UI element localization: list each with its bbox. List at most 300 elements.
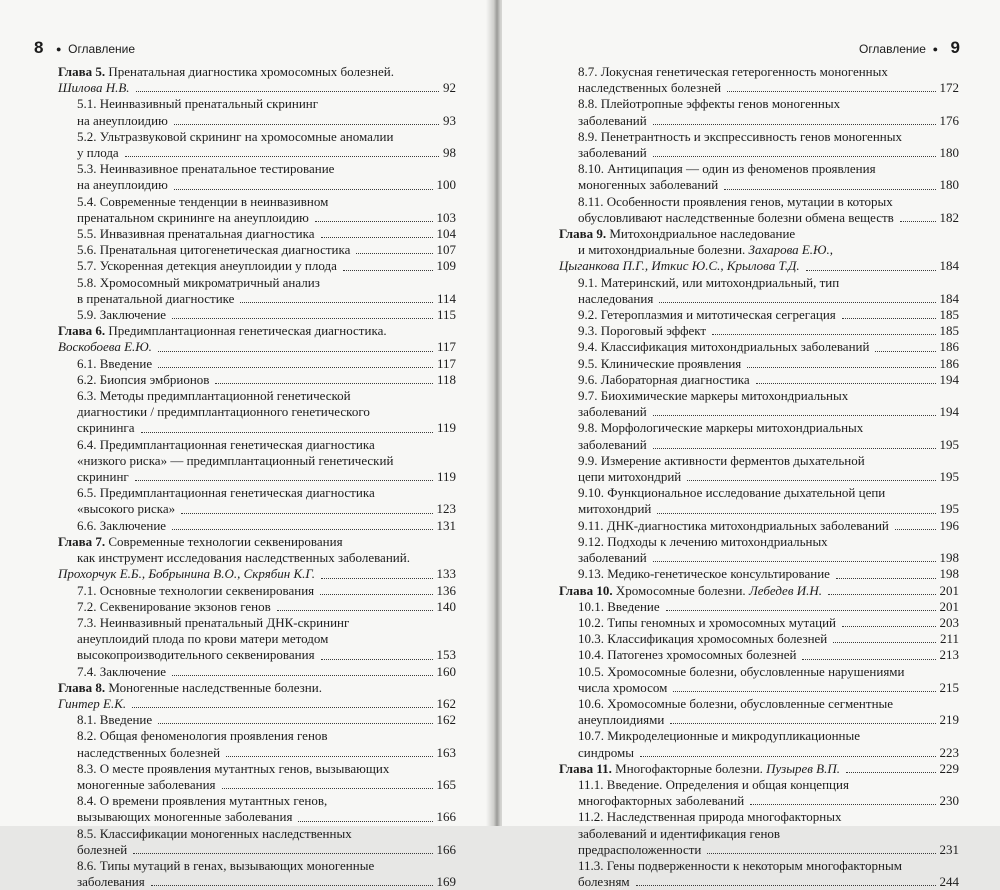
toc-page-number: 163 bbox=[436, 744, 456, 760]
toc-section-entry bbox=[559, 420, 959, 452]
dot-leader bbox=[712, 334, 935, 335]
toc-leader-line bbox=[578, 793, 959, 809]
dot-leader bbox=[226, 756, 432, 757]
toc-page-number: 230 bbox=[939, 793, 959, 809]
toc-section-entry bbox=[559, 96, 959, 128]
toc-leader-line bbox=[77, 307, 456, 323]
toc-line: Глава 11. Многофакторные болезни. Пузырев В.П. bbox=[559, 760, 841, 776]
toc-page-number: 176 bbox=[939, 112, 959, 128]
toc-leader-line bbox=[578, 291, 959, 307]
toc-line: 10.3. Классификация хромосомных болезней bbox=[578, 631, 828, 647]
toc-leader-line bbox=[578, 177, 959, 193]
toc-line: 6.6. Заключение bbox=[77, 517, 167, 533]
toc-section-entry bbox=[559, 858, 959, 890]
toc-leader-line bbox=[77, 372, 456, 388]
toc-page-number: 185 bbox=[939, 307, 959, 323]
dot-leader bbox=[151, 885, 433, 886]
dot-leader bbox=[640, 756, 935, 757]
toc-section-entry bbox=[58, 761, 456, 793]
toc-page-number: 117 bbox=[436, 339, 456, 355]
toc-line: заболевания bbox=[77, 874, 145, 890]
right-page-header bbox=[522, 38, 960, 60]
toc-section-entry bbox=[58, 307, 456, 323]
toc-page-number: 103 bbox=[436, 209, 456, 225]
dot-leader bbox=[727, 91, 935, 92]
toc-page-number: 244 bbox=[939, 874, 959, 890]
toc-page-number: 198 bbox=[939, 566, 959, 582]
left-page bbox=[0, 0, 494, 890]
toc-page-number: 140 bbox=[436, 598, 456, 614]
toc-line: Глава 10. Хромосомные болезни. Лебедев И.Н. bbox=[559, 582, 822, 598]
toc-leader-line bbox=[77, 291, 456, 307]
toc-page-number: 231 bbox=[939, 841, 959, 857]
toc-leader-line bbox=[58, 696, 456, 712]
dot-leader bbox=[666, 610, 936, 611]
toc-chapter-entry bbox=[559, 761, 959, 777]
running-head: ● Оглавление bbox=[56, 42, 136, 56]
toc-page-number: 219 bbox=[939, 712, 959, 728]
toc-page-number: 182 bbox=[939, 209, 959, 225]
toc-line: 5.6. Пренатальная цитогенетическая диагностика bbox=[77, 242, 351, 258]
dot-leader bbox=[653, 156, 936, 157]
toc-section-entry bbox=[58, 712, 456, 728]
toc-line: на анеуплоидию bbox=[77, 112, 168, 128]
toc-section-entry bbox=[559, 534, 959, 566]
dot-leader bbox=[895, 529, 936, 530]
toc-line: «высокого риска» bbox=[77, 501, 176, 517]
toc-leader-line bbox=[578, 469, 959, 485]
toc-line: 10.7. Микроделеционные и микродупликационные bbox=[578, 728, 861, 744]
toc-line: заболеваний bbox=[578, 436, 647, 452]
toc-page-number: 198 bbox=[939, 550, 959, 566]
dot-leader bbox=[181, 513, 432, 514]
toc-leader-line bbox=[578, 745, 959, 761]
toc-line: 5.8. Хромосомный микроматричный анализ bbox=[77, 274, 320, 290]
toc-chapter-entry bbox=[58, 323, 456, 355]
toc-line: как инструмент исследования наследственных заболеваний. bbox=[77, 550, 410, 566]
toc-page-number: 184 bbox=[939, 258, 959, 274]
toc-line: 5.4. Современные тенденции в неинвазивном bbox=[77, 193, 329, 209]
toc-page-number: 92 bbox=[443, 80, 456, 96]
toc-line: 9.10. Функциональное исследование дыхательной цепи bbox=[578, 485, 886, 501]
toc-line: Цыганкова П.Г., Иткис Ю.С., Крылова Т.Д. bbox=[559, 258, 800, 274]
toc-line: в пренатальной диагностике bbox=[77, 290, 235, 306]
toc-leader-line bbox=[559, 761, 959, 777]
toc-leader-line bbox=[578, 599, 959, 615]
toc-section-entry bbox=[58, 437, 456, 486]
toc-page-number: 166 bbox=[436, 841, 456, 857]
toc-section-entry bbox=[559, 388, 959, 420]
toc-section-entry bbox=[58, 858, 456, 890]
toc-line: анеуплоидиями bbox=[578, 712, 665, 728]
dot-leader bbox=[222, 788, 433, 789]
toc-line: анеуплоидий плода по крови матери методом bbox=[77, 631, 329, 647]
toc-page-number: 172 bbox=[939, 80, 959, 96]
toc-leader-line bbox=[77, 518, 456, 534]
toc-page-number: 169 bbox=[436, 874, 456, 890]
toc-leader-line bbox=[578, 307, 959, 323]
toc-line: заболеваний bbox=[578, 550, 647, 566]
toc-page-number: 162 bbox=[436, 695, 456, 711]
toc-line: 9.8. Морфологические маркеры митохондриальных bbox=[578, 420, 864, 436]
toc-leader-line bbox=[578, 145, 959, 161]
toc-section-entry bbox=[58, 664, 456, 680]
toc-line: 9.7. Биохимические маркеры митохондриальных bbox=[578, 388, 849, 404]
dot-leader bbox=[172, 675, 432, 676]
toc-line: 9.5. Клинические проявления bbox=[578, 355, 742, 371]
toc-page-number: 194 bbox=[939, 371, 959, 387]
toc-page-number: 104 bbox=[436, 226, 456, 242]
toc-chapter-entry bbox=[559, 226, 959, 275]
toc-line: 8.6. Типы мутаций в генах, вызывающих моногенные bbox=[77, 857, 375, 873]
toc-leader-line bbox=[578, 631, 959, 647]
toc-line: 9.13. Медико-генетическое консультирование bbox=[578, 566, 830, 582]
toc-page-number: 229 bbox=[939, 760, 959, 776]
toc-section-entry bbox=[559, 566, 959, 582]
toc-section-entry bbox=[58, 129, 456, 161]
toc-line: болезням bbox=[578, 874, 630, 890]
toc-chapter-entry bbox=[58, 64, 456, 96]
dot-leader bbox=[356, 253, 432, 254]
toc-line: 6.2. Биопсия эмбрионов bbox=[77, 371, 210, 387]
toc-line: 9.9. Измерение активности ферментов дыхательной bbox=[578, 452, 865, 468]
toc-line: 8.5. Классификации моногенных наследственных bbox=[77, 825, 352, 841]
toc-page-number: 114 bbox=[436, 290, 456, 306]
dot-leader bbox=[846, 772, 935, 773]
dot-leader bbox=[174, 124, 439, 125]
toc-page-number: 195 bbox=[939, 436, 959, 452]
toc-page-number: 98 bbox=[443, 145, 456, 161]
page-number: 9 bbox=[950, 38, 960, 57]
toc-page-number: 195 bbox=[939, 501, 959, 517]
toc-line: заболеваний bbox=[578, 145, 647, 161]
dot-leader bbox=[802, 659, 935, 660]
table-of-contents bbox=[559, 64, 959, 890]
toc-line: 6.1. Введение bbox=[77, 355, 153, 371]
toc-line: 6.3. Методы предимплантационной генетической bbox=[77, 388, 351, 404]
toc-leader-line bbox=[77, 583, 456, 599]
dot-leader bbox=[806, 270, 936, 271]
toc-section-entry bbox=[58, 826, 456, 858]
toc-leader-line bbox=[77, 258, 456, 274]
toc-leader-line bbox=[77, 599, 456, 615]
dot-leader bbox=[240, 302, 433, 303]
toc-line: 5.5. Инвазивная пренатальная диагностика bbox=[77, 226, 315, 242]
toc-page-number: 203 bbox=[939, 614, 959, 630]
toc-leader-line bbox=[58, 80, 456, 96]
toc-leader-line bbox=[578, 615, 959, 631]
toc-line: 10.5. Хромосомные болезни, обусловленные нарушениями bbox=[578, 663, 905, 679]
toc-section-entry bbox=[58, 258, 456, 274]
toc-line: митохондрий bbox=[578, 501, 652, 517]
dot-leader bbox=[653, 124, 936, 125]
toc-leader-line bbox=[77, 177, 456, 193]
toc-line: моногенных заболеваний bbox=[578, 177, 719, 193]
toc-line: многофакторных заболеваний bbox=[578, 793, 745, 809]
toc-section-entry bbox=[58, 518, 456, 534]
dot-leader bbox=[636, 885, 936, 886]
toc-line: 5.9. Заключение bbox=[77, 307, 167, 323]
toc-line: 9.1. Материнский, или митохондриальный, тип bbox=[578, 274, 840, 290]
dot-leader bbox=[724, 189, 935, 190]
toc-line: 8.11. Особенности проявления генов, мутации в которых bbox=[578, 193, 893, 209]
toc-leader-line bbox=[77, 420, 456, 436]
toc-section-entry bbox=[58, 275, 456, 307]
toc-section-entry bbox=[559, 64, 959, 96]
toc-section-entry bbox=[559, 129, 959, 161]
toc-section-entry bbox=[559, 664, 959, 696]
toc-section-entry bbox=[559, 307, 959, 323]
toc-line: диагностики / предимплантационного генетического bbox=[77, 404, 370, 420]
toc-page-number: 109 bbox=[436, 258, 456, 274]
toc-leader-line bbox=[77, 356, 456, 372]
toc-page-number: 131 bbox=[436, 517, 456, 533]
toc-line: Гинтер Е.К. bbox=[58, 695, 127, 711]
toc-page-number: 186 bbox=[939, 355, 959, 371]
toc-line: цепи митохондрий bbox=[578, 469, 682, 485]
toc-leader-line bbox=[578, 404, 959, 420]
toc-line: Глава 8. Моногенные наследственные болезни. bbox=[58, 679, 322, 695]
toc-line: 8.9. Пенетрантность и экспрессивность генов моногенных bbox=[578, 128, 902, 144]
dot-leader bbox=[172, 529, 432, 530]
toc-leader-line bbox=[578, 874, 959, 890]
toc-page-number: 119 bbox=[436, 420, 456, 436]
toc-page-number: 194 bbox=[939, 404, 959, 420]
toc-leader-line bbox=[77, 113, 456, 129]
toc-section-entry bbox=[58, 599, 456, 615]
toc-leader-line bbox=[77, 145, 456, 161]
toc-page-number: 162 bbox=[436, 712, 456, 728]
dot-leader bbox=[136, 91, 439, 92]
toc-page-number: 123 bbox=[436, 501, 456, 517]
dot-leader bbox=[174, 189, 433, 190]
toc-line: 10.1. Введение bbox=[578, 598, 660, 614]
running-head-text: Оглавление bbox=[858, 42, 926, 56]
toc-section-entry bbox=[559, 485, 959, 517]
toc-line: 10.6. Хромосомные болезни, обусловленные сегментные bbox=[578, 695, 894, 711]
toc-chapter-entry bbox=[58, 534, 456, 583]
toc-page-number: 136 bbox=[436, 582, 456, 598]
toc-line: «низкого риска» — предимплантационный генетический bbox=[77, 452, 394, 468]
toc-leader-line bbox=[578, 501, 959, 517]
toc-line: наследственных болезней bbox=[77, 744, 221, 760]
toc-leader-line bbox=[77, 242, 456, 258]
dot-leader bbox=[673, 691, 935, 692]
dot-leader bbox=[125, 156, 439, 157]
dot-leader bbox=[836, 578, 936, 579]
dot-leader bbox=[687, 480, 935, 481]
dot-leader bbox=[141, 432, 433, 433]
dot-leader bbox=[653, 415, 936, 416]
toc-line: Глава 7. Современные технологии секвенирования bbox=[58, 533, 343, 549]
toc-page-number: 93 bbox=[443, 112, 456, 128]
toc-line: высокопроизводительного секвенирования bbox=[77, 647, 315, 663]
toc-leader-line bbox=[77, 777, 456, 793]
toc-section-entry bbox=[559, 518, 959, 534]
toc-section-entry bbox=[559, 453, 959, 485]
toc-line: 5.7. Ускоренная детекция анеуплоидии у плода bbox=[77, 258, 337, 274]
toc-section-entry bbox=[58, 194, 456, 226]
toc-leader-line bbox=[578, 372, 959, 388]
toc-leader-line bbox=[77, 809, 456, 825]
toc-page-number: 133 bbox=[436, 566, 456, 582]
toc-line: 8.1. Введение bbox=[77, 712, 153, 728]
dot-leader bbox=[747, 367, 935, 368]
toc-leader-line bbox=[58, 566, 456, 582]
toc-leader-line bbox=[58, 339, 456, 355]
toc-line: болезней bbox=[77, 841, 128, 857]
toc-line: 7.4. Заключение bbox=[77, 663, 167, 679]
toc-line: Шилова Н.В. bbox=[58, 80, 130, 96]
toc-page-number: 117 bbox=[436, 355, 456, 371]
dot-leader bbox=[133, 853, 432, 854]
dot-leader bbox=[343, 270, 433, 271]
toc-line: у плода bbox=[77, 145, 119, 161]
toc-page-number: 185 bbox=[939, 323, 959, 339]
toc-line: обусловливают наследственные болезни обмена веществ bbox=[578, 209, 894, 225]
toc-line: на анеуплоидию bbox=[77, 177, 168, 193]
toc-section-entry bbox=[559, 615, 959, 631]
toc-page-number: 180 bbox=[939, 145, 959, 161]
toc-line: 6.5. Предимплантационная генетическая диагностика bbox=[77, 485, 375, 501]
toc-page-number: 186 bbox=[939, 339, 959, 355]
toc-section-entry bbox=[559, 275, 959, 307]
toc-line: 5.3. Неинвазивное пренатальное тестирование bbox=[77, 161, 335, 177]
toc-leader-line bbox=[77, 712, 456, 728]
toc-section-entry bbox=[559, 809, 959, 858]
toc-line: 9.6. Лабораторная диагностика bbox=[578, 371, 750, 387]
dot-leader bbox=[321, 659, 433, 660]
toc-line: скрининга bbox=[77, 420, 135, 436]
toc-leader-line bbox=[77, 874, 456, 890]
toc-page-number: 195 bbox=[939, 469, 959, 485]
table-of-contents bbox=[58, 64, 456, 890]
toc-leader-line bbox=[578, 842, 959, 858]
dot-leader bbox=[756, 383, 936, 384]
toc-line: 5.2. Ультразвуковой скрининг на хромосомные аномалии bbox=[77, 128, 394, 144]
toc-line: предрасположенности bbox=[578, 841, 702, 857]
toc-line: 11.1. Введение. Определения и общая концепция bbox=[578, 776, 849, 792]
toc-page-number: 184 bbox=[939, 290, 959, 306]
dot-leader bbox=[321, 578, 432, 579]
toc-line: 9.3. Пороговый эффект bbox=[578, 323, 707, 339]
toc-line: заболеваний bbox=[578, 112, 647, 128]
toc-page-number: 165 bbox=[436, 776, 456, 792]
dot-leader bbox=[132, 707, 432, 708]
toc-line: 10.4. Патогенез хромосомных болезней bbox=[578, 647, 797, 663]
toc-line: 8.2. Общая феноменология проявления генов bbox=[77, 728, 328, 744]
toc-leader-line bbox=[578, 680, 959, 696]
toc-leader-line bbox=[578, 518, 959, 534]
toc-line: 9.11. ДНК-диагностика митохондриальных заболеваний bbox=[578, 517, 889, 533]
toc-line: 10.2. Типы геномных и хромосомных мутаций bbox=[578, 614, 836, 630]
toc-section-entry bbox=[559, 323, 959, 339]
dot-leader bbox=[750, 804, 935, 805]
toc-line: 8.4. О времени проявления мутантных генов, bbox=[77, 793, 328, 809]
toc-section-entry bbox=[559, 647, 959, 663]
toc-line: 8.7. Локусная генетическая гетерогенность моногенных bbox=[578, 64, 888, 79]
toc-line: 9.2. Гетероплазмия и митотическая сегрегация bbox=[578, 307, 836, 323]
toc-section-entry bbox=[58, 96, 456, 128]
toc-section-entry bbox=[58, 793, 456, 825]
page-number: 8 bbox=[34, 38, 44, 57]
toc-leader-line bbox=[578, 566, 959, 582]
toc-line: заболеваний bbox=[578, 404, 647, 420]
toc-leader-line bbox=[77, 664, 456, 680]
toc-page-number: 180 bbox=[939, 177, 959, 193]
toc-section-entry bbox=[559, 599, 959, 615]
toc-line: моногенные заболевания bbox=[77, 776, 216, 792]
toc-leader-line bbox=[559, 258, 959, 274]
toc-section-entry bbox=[58, 583, 456, 599]
toc-section-entry bbox=[58, 356, 456, 372]
toc-leader-line bbox=[578, 323, 959, 339]
toc-section-entry bbox=[559, 339, 959, 355]
toc-line: 8.3. О месте проявления мутантных генов, вызывающих bbox=[77, 760, 390, 776]
toc-line: 7.3. Неинвазивный пренатальный ДНК-скрининг bbox=[77, 614, 350, 630]
toc-page-number: 201 bbox=[939, 582, 959, 598]
toc-section-entry bbox=[58, 388, 456, 437]
toc-line: скрининг bbox=[77, 469, 129, 485]
dot-leader bbox=[315, 221, 433, 222]
toc-line: числа хромосом bbox=[578, 679, 668, 695]
toc-page-number: 119 bbox=[436, 469, 456, 485]
toc-leader-line bbox=[559, 583, 959, 599]
dot-leader bbox=[653, 561, 936, 562]
toc-section-entry bbox=[559, 728, 959, 760]
toc-line: Глава 9. Митохондриальное наследование bbox=[559, 226, 796, 242]
toc-section-entry bbox=[559, 194, 959, 226]
toc-line: и митохондриальные болезни. Захарова Е.Ю., bbox=[578, 242, 833, 258]
toc-leader-line bbox=[77, 842, 456, 858]
dot-leader bbox=[158, 723, 432, 724]
toc-leader-line bbox=[77, 745, 456, 761]
toc-line: 11.3. Гены подверженности к некоторым многофакторным bbox=[578, 857, 902, 873]
toc-line: 8.10. Антиципация — один из феноменов проявления bbox=[578, 161, 876, 177]
dot-leader bbox=[158, 367, 433, 368]
dot-leader bbox=[707, 853, 935, 854]
toc-line: 9.4. Классификация митохондриальных заболеваний bbox=[578, 339, 870, 355]
toc-page-number: 211 bbox=[939, 631, 959, 647]
toc-section-entry bbox=[58, 242, 456, 258]
toc-section-entry bbox=[559, 161, 959, 193]
toc-line: наследственных болезней bbox=[578, 80, 722, 96]
toc-leader-line bbox=[77, 501, 456, 517]
toc-section-entry bbox=[58, 728, 456, 760]
toc-page-number: 166 bbox=[436, 809, 456, 825]
toc-leader-line bbox=[578, 712, 959, 728]
toc-section-entry bbox=[58, 161, 456, 193]
toc-page-number: 213 bbox=[939, 647, 959, 663]
toc-section-entry bbox=[58, 615, 456, 664]
toc-section-entry bbox=[559, 631, 959, 647]
toc-section-entry bbox=[58, 226, 456, 242]
toc-line: 7.1. Основные технологии секвенирования bbox=[77, 582, 315, 598]
toc-section-entry bbox=[58, 372, 456, 388]
dot-leader bbox=[828, 594, 936, 595]
dot-leader bbox=[875, 351, 935, 352]
toc-line: 8.8. Плейотропные эффекты генов моногенных bbox=[578, 96, 841, 112]
toc-leader-line bbox=[578, 113, 959, 129]
toc-leader-line bbox=[578, 647, 959, 663]
dot-leader bbox=[842, 626, 936, 627]
dot-leader bbox=[298, 821, 432, 822]
toc-leader-line bbox=[77, 226, 456, 242]
dot-leader bbox=[842, 318, 936, 319]
toc-line: вызывающих моногенные заболевания bbox=[77, 809, 293, 825]
dot-leader bbox=[172, 318, 433, 319]
toc-line: заболеваний и идентификация генов bbox=[578, 825, 781, 841]
